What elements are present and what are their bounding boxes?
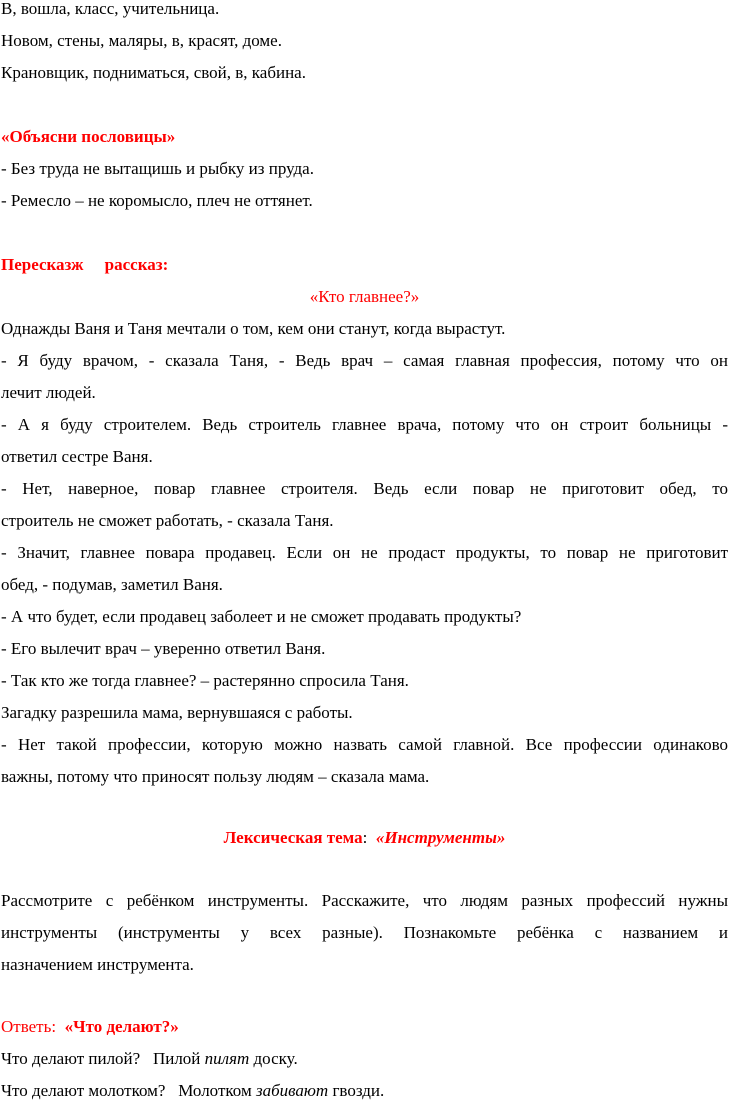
- instruction-line: Рассмотрите с ребёнком инструменты. Расскажите, что людям разных профессий нужны: [1, 891, 728, 910]
- story-line: Однажды Ваня и Таня мечтали о том, кем они станут, когда вырастут.: [1, 319, 506, 338]
- answer-verb: забивают: [255, 1081, 329, 1100]
- lexical-topic-name: «Инструменты»: [375, 828, 506, 847]
- answer-rest: гвозди.: [328, 1081, 385, 1100]
- story-line: - Так кто же тогда главнее? – растерянно спросила Таня.: [1, 671, 409, 690]
- answer-heading: [1, 1011, 728, 1043]
- story-line: - Нет такой профессии, которую можно назвать самой главной. Все профессии одинаково: [1, 735, 728, 754]
- story-line: - Нет, наверное, повар главнее строителя. Ведь если повар не приготовит обед, то: [1, 479, 728, 498]
- lexical-topic-heading: [1, 821, 728, 855]
- story-section: [1, 249, 728, 793]
- lexical-topic-colon: :: [362, 828, 376, 847]
- story-line: - Значит, главнее повара продавец. Если он не продаст продукты, то повар не приготовит: [1, 543, 728, 562]
- story-line: строитель не сможет работать, - сказала Таня.: [1, 511, 334, 530]
- story-line: - Его вылечит врач – уверенно ответил Ваня.: [1, 639, 326, 658]
- spacer: [1, 89, 728, 121]
- answer-label: Ответь:: [1, 1017, 65, 1036]
- proverb-item: - Ремесло – не коромысло, плеч не оттянет.: [1, 191, 313, 210]
- spacer: [1, 793, 728, 821]
- answer-item: [1, 1043, 728, 1075]
- story-heading: Пересказж рассказ:: [1, 255, 169, 274]
- answer-verb: пилят: [204, 1049, 250, 1068]
- proverbs-section: [1, 121, 728, 217]
- instruction-line: назначением инструмента.: [1, 955, 194, 974]
- answer-title: «Что делают?»: [64, 1017, 179, 1036]
- answer-question: Что делают молотком? Молотком: [1, 1081, 256, 1100]
- text-line: В, вошла, класс, учительница.: [1, 0, 220, 18]
- story-line: ответил сестре Ваня.: [1, 447, 153, 466]
- intro-lines: [1, 0, 728, 89]
- story-line: важны, потому что приносят пользу людям – сказала мама.: [1, 767, 430, 786]
- text-line: Новом, стены, маляры, в, красят, доме.: [1, 31, 282, 50]
- proverb-item: - Без труда не вытащишь и рыбку из пруда.: [1, 159, 314, 178]
- text-line: Крановщик, подниматься, свой, в, кабина.: [1, 63, 306, 82]
- spacer: [1, 981, 728, 1011]
- spacer: [1, 217, 728, 249]
- story-line: - А я буду строителем. Ведь строитель главнее врача, потому что он строит больницы -: [1, 415, 728, 434]
- spacer: [1, 855, 728, 885]
- answer-question: Что делают пилой? Пилой: [1, 1049, 205, 1068]
- story-line: обед, - подумав, заметил Ваня.: [1, 575, 223, 594]
- lexical-topic-label: Лексическая тема: [223, 828, 363, 847]
- answer-section: [1, 1011, 728, 1107]
- answer-rest: доску.: [249, 1049, 298, 1068]
- story-title: «Кто главнее?»: [309, 287, 420, 306]
- story-line: - А что будет, если продавец заболеет и не сможет продавать продукты?: [1, 607, 522, 626]
- instruction-line: инструменты (инструменты у всех разные). Познакомьте ребёнка с названием и: [1, 923, 728, 942]
- answer-item: [1, 1075, 728, 1107]
- story-line: Загадку разрешила мама, вернувшаяся с работы.: [1, 703, 353, 722]
- story-line: - Я буду врачом, - сказала Таня, - Ведь врач – самая главная профессия, потому что он: [1, 351, 728, 370]
- story-line: лечит людей.: [1, 383, 96, 402]
- proverbs-heading: «Объясни пословицы»: [1, 127, 176, 146]
- instructions-section: [1, 885, 728, 981]
